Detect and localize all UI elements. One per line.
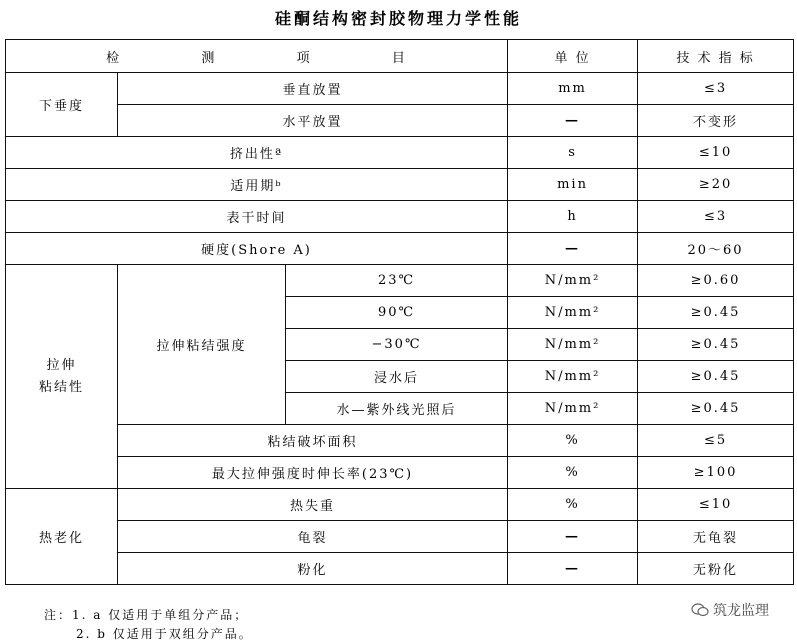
row-spec: ≥0.45 <box>638 393 794 425</box>
row-spec: ≥0.60 <box>638 265 794 297</box>
table-row <box>6 457 794 489</box>
table-title: 硅酮结构密封胶物理力学性能 <box>274 9 522 28</box>
row-condition: 23℃ <box>286 265 508 297</box>
row-unit: % <box>508 457 638 489</box>
row-spec: 不变形 <box>638 105 794 137</box>
table-row <box>6 201 794 233</box>
table-row <box>6 553 794 585</box>
tensile-strength-label: 拉伸粘结强度 <box>118 265 286 425</box>
row-spec: ≤3 <box>638 201 794 233</box>
table-row <box>6 265 794 297</box>
properties-table <box>5 39 794 585</box>
header-unit: 单 位 <box>508 40 638 73</box>
row-unit: s <box>508 137 638 169</box>
row-condition: 浸水后 <box>286 361 508 393</box>
row-spec: ≥0.45 <box>638 329 794 361</box>
row-spec: ≥0.45 <box>638 297 794 329</box>
row-unit: — <box>508 521 638 553</box>
row-unit: N/mm² <box>508 393 638 425</box>
row-label: 硬度(Shore A) <box>6 233 508 265</box>
row-unit: N/mm² <box>508 329 638 361</box>
header-test-item: 检 测 项 目 <box>6 40 508 73</box>
table-row <box>6 137 794 169</box>
row-condition: −30℃ <box>286 329 508 361</box>
table-row <box>6 73 794 105</box>
row-label: 最大拉伸强度时伸长率(23℃) <box>118 457 508 489</box>
row-unit: mm <box>508 73 638 105</box>
row-unit: N/mm² <box>508 361 638 393</box>
row-unit: min <box>508 169 638 201</box>
footnote-a: 注：1. a 仅适用于单组分产品； <box>44 608 249 622</box>
row-spec: ≤5 <box>638 425 794 457</box>
row-label: 挤出性ª <box>6 137 508 169</box>
row-unit: — <box>508 233 638 265</box>
row-label: 表干时间 <box>6 201 508 233</box>
watermark <box>691 600 769 620</box>
row-label: 垂直放置 <box>118 73 508 105</box>
table-row <box>6 233 794 265</box>
table-row <box>6 105 794 137</box>
footnote-b: 2. b 仅适用于双组分产品。 <box>76 627 253 641</box>
row-spec: 无粉化 <box>638 553 794 585</box>
row-spec: 无龟裂 <box>638 521 794 553</box>
row-unit: — <box>508 553 638 585</box>
row-unit: — <box>508 105 638 137</box>
row-unit: N/mm² <box>508 297 638 329</box>
row-spec: ≤10 <box>638 137 794 169</box>
table-row <box>6 425 794 457</box>
row-label: 龟裂 <box>118 521 508 553</box>
row-unit: % <box>508 425 638 457</box>
row-label: 热失重 <box>118 489 508 521</box>
row-label: 水平放置 <box>118 105 508 137</box>
row-label: 粘结破坏面积 <box>118 425 508 457</box>
watermark-text: 筑龙监理 <box>713 603 769 619</box>
row-spec: ≤3 <box>638 73 794 105</box>
row-condition: 90℃ <box>286 297 508 329</box>
table-row <box>6 169 794 201</box>
row-spec: ≥100 <box>638 457 794 489</box>
row-spec: ≥20 <box>638 169 794 201</box>
footnotes <box>44 606 253 644</box>
group-sag: 下垂度 <box>6 73 118 137</box>
row-spec: 20～60 <box>638 233 794 265</box>
row-condition: 水—紫外线光照后 <box>286 393 508 425</box>
header-spec: 技 术 指 标 <box>638 40 794 73</box>
table-row <box>6 489 794 521</box>
row-spec: ≥0.45 <box>638 361 794 393</box>
table-header-row <box>6 40 794 73</box>
group-heat-aging: 热老化 <box>6 489 118 585</box>
row-unit: N/mm² <box>508 265 638 297</box>
group-tensile: 拉伸 粘结性 <box>6 265 118 489</box>
table-row <box>6 521 794 553</box>
row-label: 粉化 <box>118 553 508 585</box>
wechat-icon <box>691 603 709 617</box>
row-unit: h <box>508 201 638 233</box>
row-label: 适用期ᵇ <box>6 169 508 201</box>
row-spec: ≤10 <box>638 489 794 521</box>
row-unit: % <box>508 489 638 521</box>
